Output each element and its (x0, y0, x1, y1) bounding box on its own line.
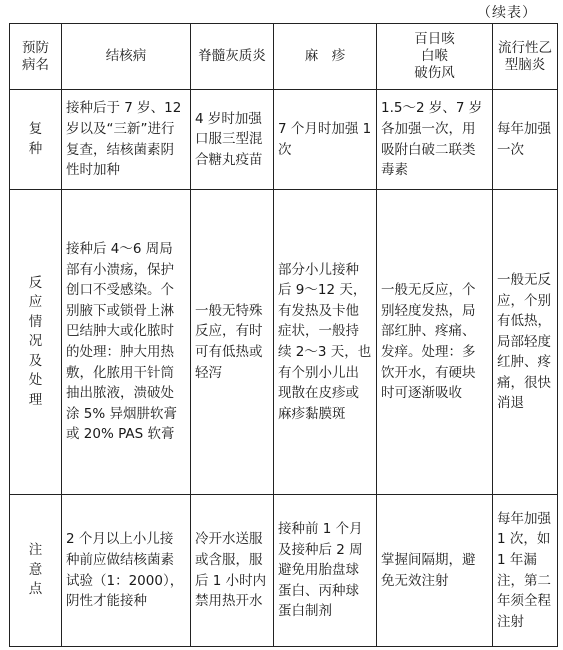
header-polio (191, 24, 274, 90)
cell-booster-polio: 4 岁时加强口服三型混合糖丸疫苗 (191, 90, 274, 190)
row-label-text: 反应情况及处理 (28, 274, 43, 408)
continued-label: （续表） (477, 5, 537, 21)
row-label-text: 复种 (28, 120, 43, 157)
cell-reaction-polio: 一般无特殊反应，有时可有低热或轻泻 (191, 190, 274, 495)
row-label-booster (10, 90, 62, 190)
cell-notes-dpt: 掌握间隔期，避免无效注射 (377, 495, 493, 647)
header-encephalitis-line: 流行性乙 (498, 39, 552, 56)
header-measles-label: 麻 疹 (304, 48, 346, 65)
header-encephalitis (493, 24, 558, 90)
cell-reaction-dpt: 一般无反应，个别轻度发热，局部红肿、疼痛、发痒。处理：多饮开水，有硬块时可逐渐吸收 (377, 190, 493, 495)
cell-booster-tuberculosis: 接种后于 7 岁、12 岁以及“三新”进行复查，结核菌素阴性时加种 (62, 90, 191, 190)
table-row-booster (10, 90, 558, 190)
vaccination-table (9, 23, 558, 647)
row-label-text: 注意点 (28, 542, 43, 598)
row-label-notes (10, 495, 62, 647)
cell-notes-polio: 冷开水送服或含服，服后 1 小时内禁用热开水 (191, 495, 274, 647)
header-disease-name-line: 病名 (22, 56, 49, 73)
header-measles (274, 24, 377, 90)
row-label-reaction (10, 190, 62, 495)
cell-reaction-measles: 部分小儿接种后 9～12 天，有发热及卡他症状，一般持续 2～3 天，也有个别小儿出现散在皮疹或麻疹黏膜斑 (274, 190, 377, 495)
cell-reaction-tuberculosis: 接种后 4～6 周局部有小溃疡，保护创口不受感染。个别腋下或锁骨上淋巴结肿大或化脓时的处理：肿大用热敷，化脓用干针筒抽出脓液，溃破处涂 5% 异烟肼软膏或 20% PAS 软膏 (62, 190, 191, 495)
header-tuberculosis-label: 结核病 (105, 48, 147, 65)
header-disease-name (10, 24, 62, 90)
header-tuberculosis (62, 24, 191, 90)
cell-booster-measles: 7 个月时加强 1 次 (274, 90, 377, 190)
header-dpt-line: 破伤风 (414, 64, 455, 81)
header-encephalitis-line: 型脑炎 (504, 56, 546, 73)
header-polio-label: 脊髓灰质炎 (198, 48, 266, 65)
cell-notes-measles: 接种前 1 个月及接种后 2 周避免用胎盘球蛋白、丙种球蛋白制剂 (274, 495, 377, 647)
cell-booster-encephalitis: 每年加强一次 (493, 90, 558, 190)
header-row (10, 24, 558, 90)
cell-notes-encephalitis: 每年加强 1 次，如 1 年漏注，第二年须全程注射 (493, 495, 558, 647)
cell-reaction-encephalitis: 一般无反应，个别有低热，局部轻度红肿、疼痛，很快消退 (493, 190, 558, 495)
header-dpt-line: 百日咳 (414, 31, 455, 48)
header-dpt (377, 24, 493, 90)
table-row-notes (10, 495, 558, 647)
header-disease-name-line: 预防 (22, 39, 49, 56)
header-dpt-line: 白喉 (421, 48, 448, 65)
table-row-reaction (10, 190, 558, 495)
cell-notes-tuberculosis: 2 个月以上小儿接种前应做结核菌素试验（1：2000），阴性才能接种 (62, 495, 191, 647)
cell-booster-dpt: 1.5～2 岁、7 岁各加强一次，用吸附白破二联类毒素 (377, 90, 493, 190)
